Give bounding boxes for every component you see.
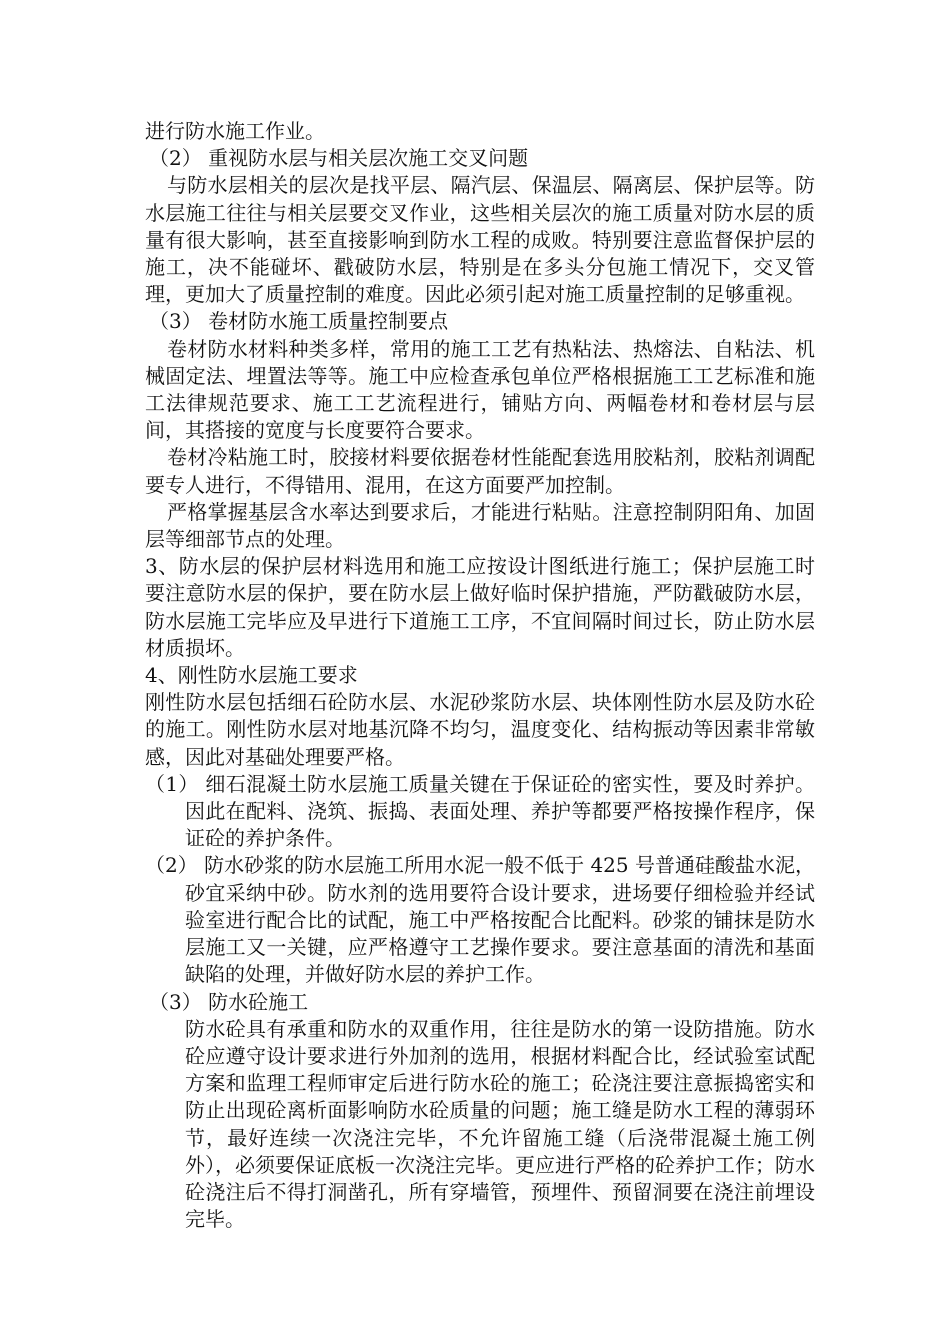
paragraph-continuation: 进行防水施工作业。: [145, 119, 325, 143]
paragraph-waterproof-concrete: 防水砼具有承重和防水的双重作用，往往是防水的第一设防措施。防水砼应遵守设计要求进行外加剂的选用，根据材料配合比，经试验室试配方案和监理工程师审定后进行防水砼的施工；砼浇注要注意振捣密实和防止出现砼离析面影响防水砼质量的问题；施工缝是防水工程的薄弱环节，最好连续一次浇注完毕，不允许留施工缝（后浇带混凝土施工例外），必须要保证底板一次浇注完毕。更应进行严格的砼养护工作；防水砼浇注后不得打洞凿孔，所有穿墙管，预埋件、预留洞要在浇注前埋设完毕。: [185, 1016, 815, 1232]
document-page: [145, 118, 815, 1233]
paragraph-moisture-control: 严格掌握基层含水率达到要求后，才能进行粘贴。注意控制阴阳角、加固层等细部节点的处理。: [145, 499, 815, 552]
paragraph-related-layers: 与防水层相关的层次是找平层、隔汽层、保温层、隔离层、保护层等。防水层施工往往与相关层要交叉作业，这些相关层次的施工质量对防水层的质量有很大影响，甚至直接影响到防水工程的成败。特别要注意监督保护层的施工，决不能碰坏、戳破防水层，特别是在多头分包施工情况下，交叉管理，更加大了质量控制的难度。因此必须引起对施工质量控制的足够重视。: [145, 173, 815, 307]
paragraph-membrane-methods: 卷材防水材料种类多样，常用的施工工艺有热粘法、热熔法、自粘法、机械固定法、埋置法等等。施工中应检查承包单位严格根据施工工艺标准和施工法律规范要求、施工工艺流程进行，铺贴方向、两幅卷材和卷材层与层间，其搭接的宽度与长度要符合要求。: [145, 336, 815, 443]
paragraph-rigid-layer-intro: 刚性防水层包括细石砼防水层、水泥砂浆防水层、块体刚性防水层及防水砼的施工。刚性防水层对地基沉降不均匀，温度变化、结构振动等因素非常敏感，因此对基础处理要严格。: [145, 690, 815, 769]
subheading-cross-construction: （2） 重视防水层与相关层次施工交叉问题: [149, 146, 529, 171]
subheading-waterproof-concrete: （3） 防水砼施工: [149, 989, 309, 1014]
paragraph-protective-layer: 3、防水层的保护层材料选用和施工应按设计图纸进行施工；保护层施工时要注意防水层的保护，要在防水层上做好临时保护措施，严防戳破防水层，防水层施工完毕应及早进行下道施工工序，不宜间隔时间过长，防止防水层材质损坏。: [145, 554, 815, 660]
subheading-membrane-quality: （3） 卷材防水施工质量控制要点: [149, 309, 449, 334]
list-item-waterproof-mortar: （2） 防水砂浆的防水层施工所用水泥一般不低于 425 号普通硅酸盐水泥，砂宜采纳中砂。防水剂的选用要符合设计要求，进场要仔细检验并经试验室进行配合比的试配，施工中严格按配合比配料。砂浆的铺抹是防水层施工又一关键，应严格遵守工艺操作要求。要注意基面的清洗和基面缺陷的处理，并做好防水层的养护工作。: [145, 853, 815, 987]
paragraph-cold-bonding: 卷材冷粘施工时，胶接材料要依据卷材性能配套选用胶粘剂，胶粘剂调配要专人进行，不得错用、混用，在这方面要严加控制。: [145, 445, 815, 497]
list-item-fine-concrete: （1） 细石混凝土防水层施工质量关键在于保证砼的密实性，要及时养护。因此在配料、浇筑、振捣、表面处理、养护等都要严格按操作程序，保证砼的养护条件。: [145, 771, 815, 851]
heading-rigid-layer: 4、刚性防水层施工要求: [145, 663, 358, 688]
